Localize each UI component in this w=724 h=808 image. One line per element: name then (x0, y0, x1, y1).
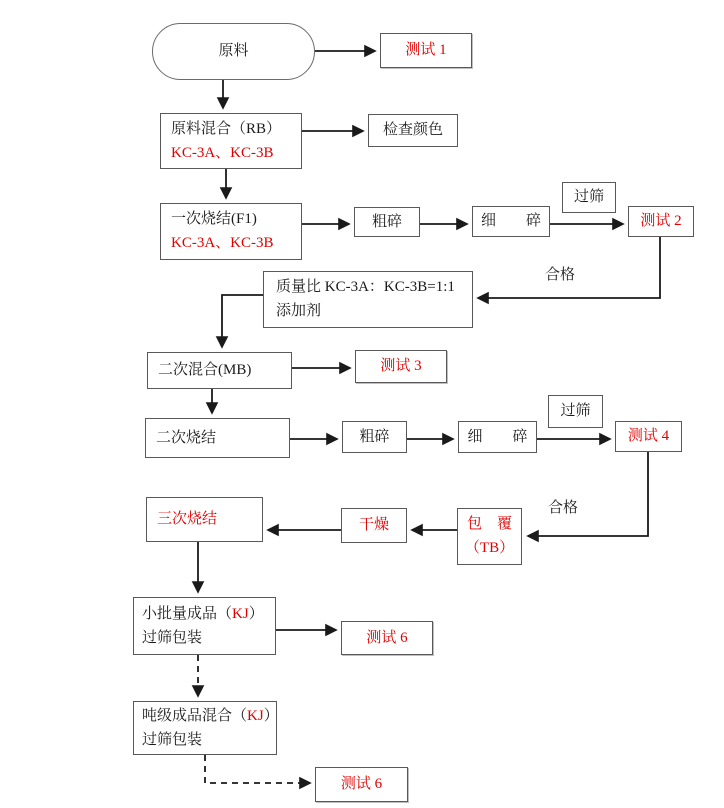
node-raw-mixing-rb (160, 113, 302, 169)
node-fine-crush-2 (458, 421, 537, 453)
coating-code: （TB） (464, 540, 515, 556)
node-test-4-label: 测试 4 (627, 428, 670, 444)
node-sieve-1 (562, 182, 616, 213)
node-coating-tb (457, 508, 522, 565)
node-test-6-small-batch-label: 测试 6 (366, 629, 408, 646)
ton-batch-title (142, 707, 279, 724)
coarse-crush-2-label: 粗碎 (359, 428, 390, 445)
node-test-6-ton-batch-label: 测试 6 (340, 776, 383, 792)
edge-label-pass-1: 合格 (545, 267, 576, 283)
additive-line: 添加剂 (276, 303, 322, 319)
raw-mixing-title: 原料混合（RB） (171, 120, 282, 137)
first-sintering-title: 一次烧结(F1) (171, 211, 257, 227)
node-mass-ratio-additive (263, 271, 473, 328)
mass-ratio-line: 质量比 KC-3A：KC-3B=1:1 (276, 279, 455, 295)
node-test-3-label: 测试 3 (380, 358, 422, 374)
node-third-sintering (146, 497, 263, 542)
node-test-3 (355, 350, 447, 383)
check-color-label: 检查颜色 (382, 122, 443, 138)
small-batch-title-code: KJ (232, 605, 249, 622)
second-sintering-label: 二次烧结 (156, 429, 217, 446)
node-test-2-label: 测试 2 (640, 213, 682, 229)
small-batch-title-pre: 小批量成品（ (142, 605, 233, 622)
node-test-1-label: 测试 1 (405, 42, 447, 58)
node-small-batch-product-kj (133, 597, 276, 655)
node-test-6-small-batch (341, 621, 433, 655)
fine-crush-2-label: 细 碎 (467, 428, 528, 445)
node-test-6-ton-batch (315, 767, 408, 802)
node-second-sintering (145, 418, 290, 458)
node-test-2 (628, 206, 694, 237)
fine-crush-1-label: 细 碎 (480, 213, 541, 229)
raw-mixing-materials: KC-3A、KC-3B (171, 144, 274, 161)
ton-batch-title-code: KJ (247, 707, 264, 724)
edge-label-pass-2: 合格 (548, 500, 579, 516)
node-sieve-2 (548, 395, 603, 428)
small-batch-title (142, 607, 275, 622)
node-drying (341, 508, 407, 543)
ton-batch-title-post: ） (263, 707, 279, 724)
third-sintering-label: 三次烧结 (157, 511, 218, 527)
node-fine-crush-1 (472, 206, 550, 237)
sieve-2-label: 过筛 (560, 403, 591, 419)
node-test-4 (615, 421, 682, 452)
node-raw-material (152, 23, 315, 80)
node-coarse-crush-1 (354, 207, 420, 237)
node-raw-material-label: 原料 (218, 43, 249, 59)
ton-batch-title-pre: 吨级成品混合（ (142, 707, 248, 724)
ton-batch-subtitle: 过筛包装 (142, 731, 203, 748)
sieve-1-label: 过筛 (573, 189, 604, 205)
node-test-1 (380, 33, 472, 68)
node-check-color (368, 114, 458, 147)
node-second-mixing-mb (147, 352, 292, 389)
first-sintering-materials: KC-3A、KC-3B (171, 235, 274, 251)
drying-label: 干燥 (358, 517, 389, 533)
node-coarse-crush-2 (342, 421, 407, 453)
node-ton-batch-product-kj (133, 701, 277, 755)
second-mixing-label: 二次混合(MB) (158, 362, 252, 378)
small-batch-title-post: ） (248, 605, 264, 622)
coarse-crush-1-label: 粗碎 (371, 213, 402, 230)
coating-label: 包 覆 (466, 516, 512, 532)
small-batch-subtitle: 过筛包装 (142, 629, 203, 646)
node-first-sintering-f1 (160, 203, 302, 260)
